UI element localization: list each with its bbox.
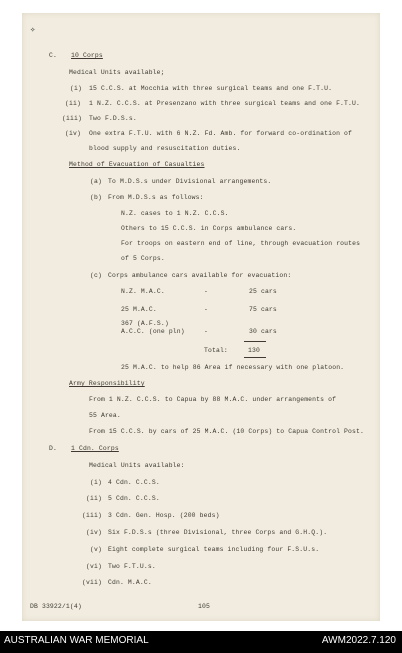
evac-heading: Method of Evacuation of Casualties: [69, 161, 205, 168]
evac-b-line: of 5 Corps.: [121, 255, 165, 262]
army-line: From 1 N.Z. C.C.S. to Capua by 88 M.A.C. under arrangements of: [89, 396, 337, 403]
unit-text: Eight complete surgical teams including four F.S.U.s.: [108, 546, 320, 553]
car-unit: 367 (A.F.S.): [121, 320, 169, 327]
evac-c-num: (c): [90, 272, 102, 279]
page-number: 105: [198, 603, 210, 610]
unit-text: One extra F.T.U. with 6 N.Z. Fd. Amb. for forward co-ordination of: [89, 130, 353, 137]
army-line: From 15 C.C.S. by cars of 25 M.A.C. (10 Corps) to Capua Control Post.: [89, 428, 364, 435]
unit-text: 1 N.Z. C.C.S. at Presenzano with three surgical teams and one F.T.U.: [89, 100, 360, 107]
car-count: 75 cars: [249, 306, 277, 313]
evac-b-text: From M.D.S.s as follows:: [108, 194, 204, 201]
section-c-heading: 10 Corps: [71, 52, 103, 59]
section-c-letter: C.: [49, 52, 57, 59]
evac-b-line: N.Z. cases to 1 N.Z. C.C.S.: [121, 210, 229, 217]
army-heading: Army Responsibility: [69, 380, 145, 387]
total-value: 130: [248, 347, 260, 354]
units-intro: Medical Units available:: [89, 462, 185, 469]
units-intro: Medical Units available;: [69, 69, 165, 76]
car-unit: N.Z. M.A.C.: [121, 288, 165, 295]
car-unit: A.C.C. (one pln): [121, 328, 185, 335]
unit-text: Cdn. M.A.C.: [108, 579, 152, 586]
army-line: 55 Area.: [89, 412, 121, 419]
unit-text: Six F.D.S.s (three Divisional, three Corps and G.H.Q.).: [108, 529, 328, 536]
car-dash: -: [204, 306, 208, 313]
evac-b-num: (b): [90, 194, 102, 201]
document-reference: DB 33922/1(4): [30, 603, 82, 610]
ink-mark: ✧: [30, 25, 36, 35]
unit-text: 5 Cdn. C.C.S.: [108, 495, 160, 502]
evac-b-line: Others to 15 C.C.S. in Corps ambulance cars.: [121, 225, 297, 232]
unit-num: (i): [70, 85, 82, 92]
mac-note: 25 M.A.C. to help 86 Area if necessary with one platoon.: [121, 364, 345, 371]
unit-num: (iii): [62, 115, 82, 122]
archive-name: AUSTRALIAN WAR MEMORIAL: [4, 635, 149, 646]
total-rule: [244, 357, 266, 358]
section-d-heading: 1 Cdn. Corps: [71, 445, 119, 452]
unit-num: (iv): [65, 130, 81, 137]
unit-text: 15 C.C.S. at Mocchia with three surgical teams and one F.T.U.: [89, 85, 333, 92]
archive-reference: AWM2022.7.120: [321, 635, 396, 646]
evac-c-text: Corps ambulance cars available for evacuation:: [108, 272, 292, 279]
unit-num: (ii): [65, 100, 81, 107]
unit-text: Two F.D.S.s.: [89, 115, 137, 122]
evac-a-text: To M.D.S.s under Divisional arrangements.: [108, 178, 272, 185]
unit-num: (vii): [82, 579, 102, 586]
total-rule: [244, 341, 266, 342]
unit-num: (vi): [86, 563, 102, 570]
unit-num: (v): [90, 546, 102, 553]
total-label: Total:: [204, 347, 228, 354]
unit-num: (iv): [86, 529, 102, 536]
document-page: [22, 13, 380, 621]
unit-num: (ii): [86, 495, 102, 502]
archive-footer-bar: [0, 631, 402, 653]
unit-num: (i): [90, 479, 102, 486]
car-count: 30 cars: [249, 328, 277, 335]
evac-b-line: For troops on eastern end of line, through evacuation routes: [121, 240, 361, 247]
unit-text: blood supply and resuscitation duties.: [89, 145, 241, 152]
unit-text: 4 Cdn. C.C.S.: [108, 479, 160, 486]
car-dash: -: [204, 288, 208, 295]
unit-text: 3 Cdn. Gen. Hosp. (200 beds): [108, 512, 220, 519]
car-count: 25 cars: [249, 288, 277, 295]
unit-num: (iii): [82, 512, 102, 519]
evac-a-num: (a): [90, 178, 102, 185]
car-unit: 25 M.A.C.: [121, 306, 157, 313]
car-dash: -: [204, 328, 208, 335]
section-d-letter: D.: [49, 445, 57, 452]
unit-text: Two F.T.U.s.: [108, 563, 156, 570]
